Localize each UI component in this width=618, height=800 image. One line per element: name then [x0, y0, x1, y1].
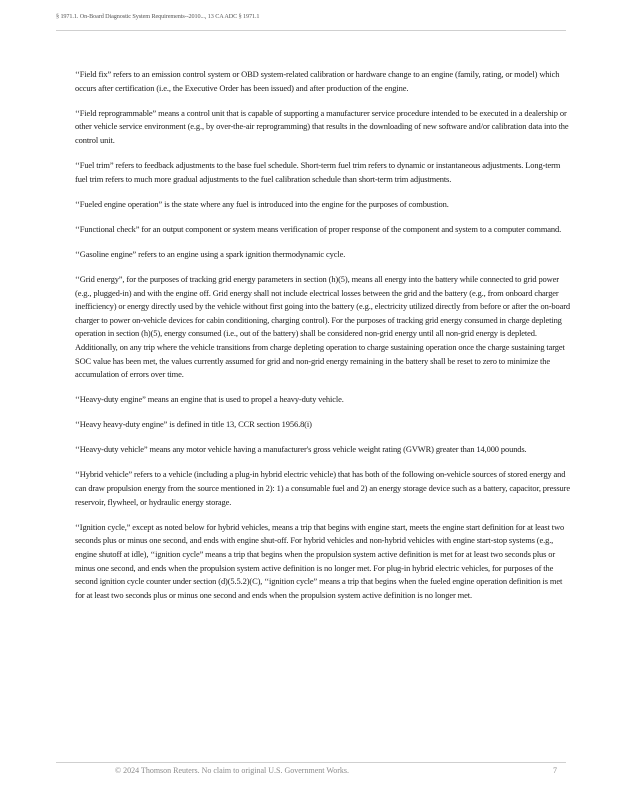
definition-fuel-trim: ‘‘Fuel trim” refers to feedback adjustments to the base fuel schedule. Short-term fuel trim refers to dynamic or instantaneous adjustments. Long-term fuel trim refers to much more gradual adjustments to the fuel calibration schedule than short-term trim adjustments. — [75, 159, 561, 184]
definition-ignition-cycle: ‘‘Ignition cycle,” except as noted below for hybrid vehicles, means a trip that begins with engine start, meets the engine start definition for at least two seconds plus or minus one second, and ends with engine shut-off. For hybrid vehicles and non-hybrid vehicles with engine start-stop systems (e.g., engine shutoff at idle), ‘‘ignition cycle” means a trip that begins when the propulsion system active definition is met for at least two seconds plus or minus one second, and ends when the propulsion system active definition is no longer met. For plug-in hybrid electric vehicles, for purposes of the second ignition cycle counter under section (d)(5.5.2)(C), ‘‘ignition cycle” means a trip that begins when the fueled engine operation definition is met for at least two seconds plus or minus one second and ends when the propulsion system active definition is no longer met. — [75, 521, 565, 600]
definition-heavy-duty-engine: ‘‘Heavy-duty engine” means an engine that is used to propel a heavy-duty vehicle. — [75, 394, 344, 405]
definition-field-fix: ‘‘Field fix” refers to an emission control system or OBD system-related calibration or hardware change to an engine (family, rating, or model) which occurs after certification (i.e., the Executive Order has been issued) and after production of the engine. — [75, 69, 560, 93]
definition-functional-check: ‘‘Functional check” for an output component or system means verification of proper response of the component and system to a computer command. — [75, 223, 562, 234]
document-body — [75, 68, 571, 614]
definition-gasoline-engine: ‘‘Gasoline engine” refers to an engine using a spark ignition thermodynamic cycle. — [75, 248, 346, 259]
running-header: § 1971.1. On-Board Diagnostic System Requirements--2010..., 13 CA ADC § 1971.1 — [56, 13, 566, 31]
copyright-notice: © 2024 Thomson Reuters. No claim to original U.S. Government Works. — [115, 766, 350, 775]
footer-divider — [56, 762, 566, 763]
definition-heavy-heavy-duty-engine: ‘‘Heavy heavy-duty engine” is defined in title 13, CCR section 1956.8(i) — [75, 419, 312, 430]
definition-heavy-duty-vehicle: ‘‘Heavy-duty vehicle” means any motor vehicle having a manufacturer's gross vehicle weight rating (GVWR) greater than 14,000 pounds. — [75, 444, 527, 455]
page-number: 7 — [553, 766, 557, 775]
definition-field-reprogrammable: ‘‘Field reprogrammable” means a control unit that is capable of supporting a manufacturer service procedure intended to be executed in a dealership or other vehicle service environment (e.g., by over-the-air reprogramming) that results in the downloading of new software and/or calibration data into the control unit. — [75, 107, 569, 145]
definition-fueled-engine-operation: ‘‘Fueled engine operation” is the state where any fuel is introduced into the engine for the purposes of combustion. — [75, 198, 449, 209]
definition-grid-energy: ‘‘Grid energy”, for the purposes of tracking grid energy parameters in section (h)(5), means all energy into the battery while connected to grid power (e.g., plugged-in) and with the engine off. Grid energy shall not include electrical losses between the grid and the battery (e.g., from onboard charger inefficiency) or energy directly used by the vehicle without first going into the battery (e.g., electricity utilized directly from before or after the on-board charger to power on-vehicle devices for cabin conditioning, charging control). For the purposes of tracking grid energy consumed in charge depleting operation in section (h)(5), energy consumed (i.e., out of the battery) shall be considered non-grid energy until all non-grid energy is depleted. Additionally, on any trip where the vehicle transitions from charge depleting operation to charge sustaining operation once the charge sustaining target SOC value has been met, the values currently assumed for grid and non-grid energy remaining in the battery shall be reset to zero to minimize the accumulation of errors over time. — [75, 273, 570, 380]
definition-hybrid-vehicle: ‘‘Hybrid vehicle” refers to a vehicle (including a plug-in hybrid electric vehicle) that has both of the following on-vehicle sources of stored energy and can draw propulsion energy from the source mentioned in 2): 1) a consumable fuel and 2) an energy storage device such as a battery, capacitor, pressure reservoir, flywheel, or hydraulic energy storage. — [75, 469, 570, 507]
